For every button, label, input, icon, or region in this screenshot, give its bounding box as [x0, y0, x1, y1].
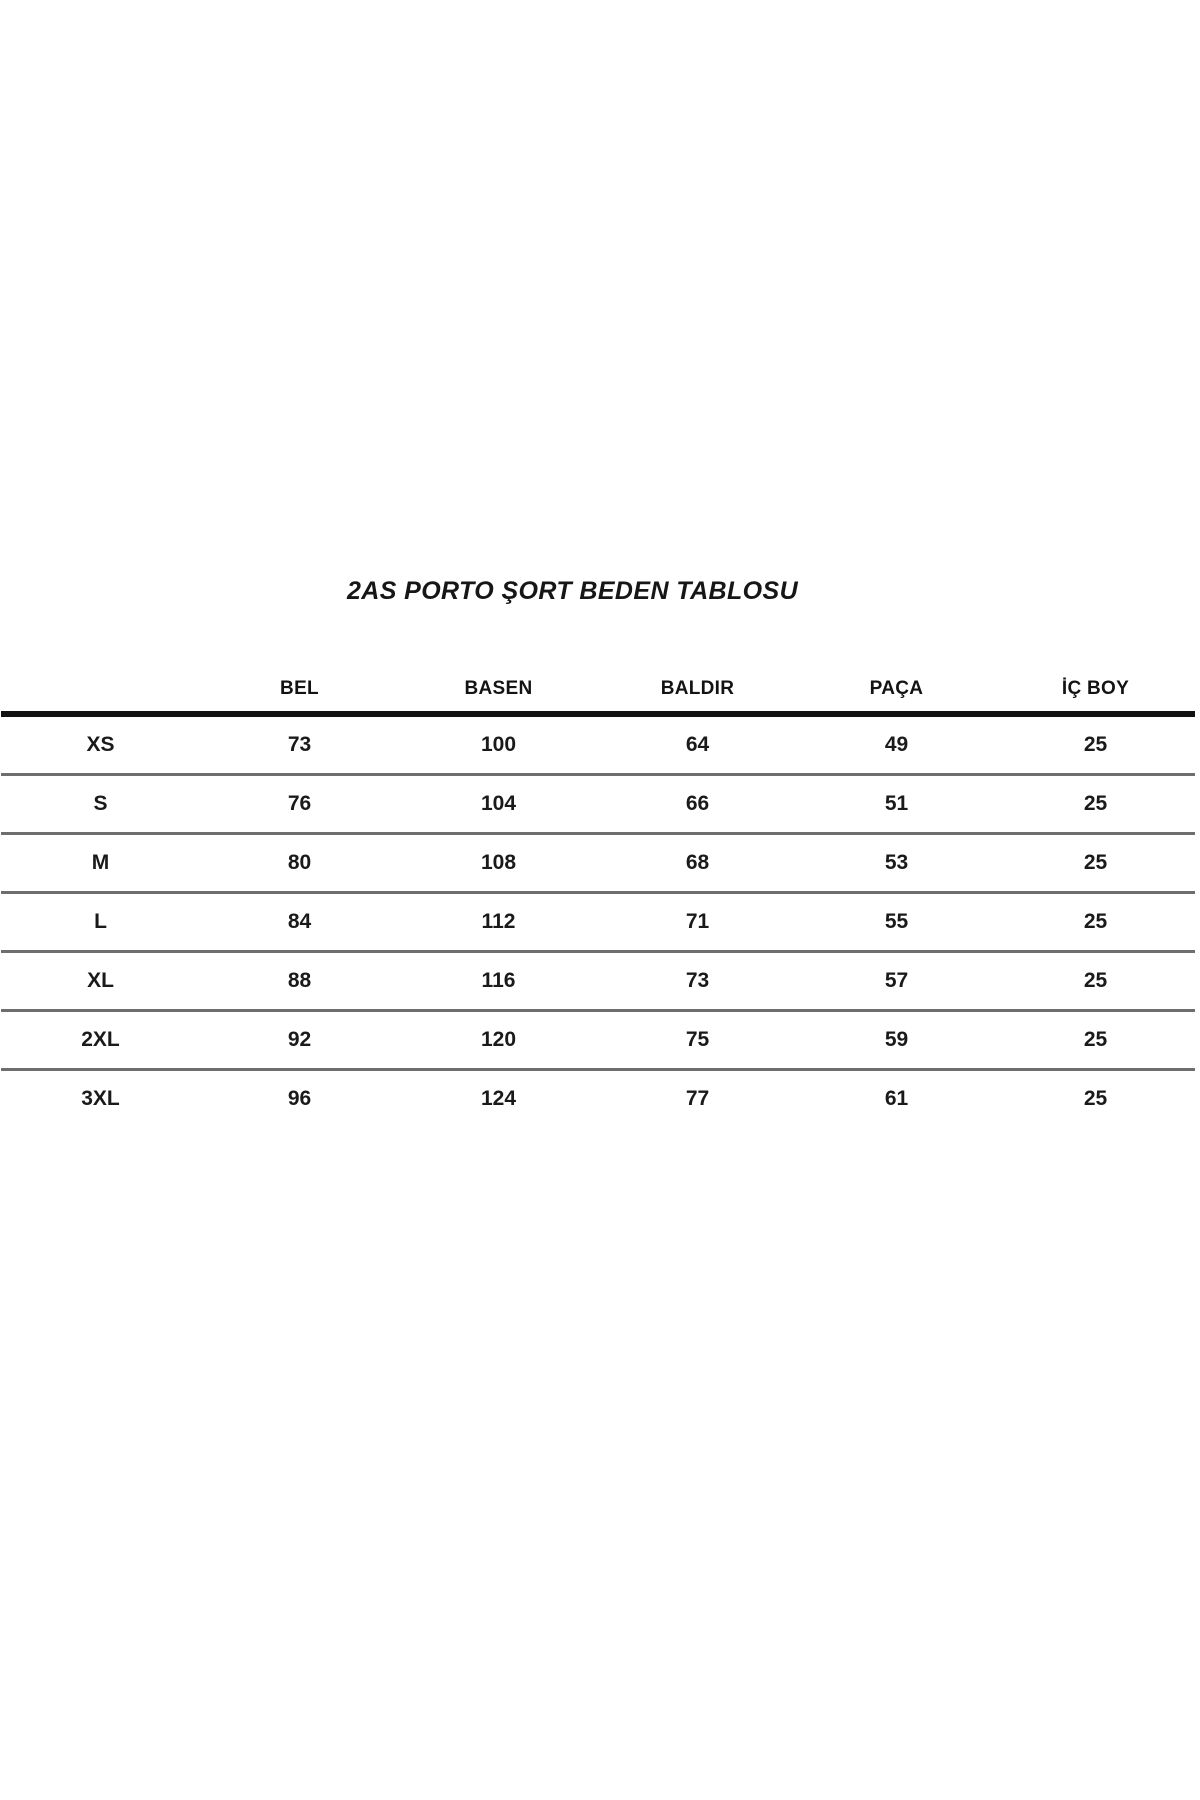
measurement-value: 53 [797, 834, 996, 893]
size-label: XS [1, 714, 200, 775]
measurement-value: 66 [598, 775, 797, 834]
measurement-value: 25 [996, 775, 1195, 834]
measurement-value: 73 [598, 952, 797, 1011]
measurement-value: 100 [399, 714, 598, 775]
header-row [1, 652, 1195, 714]
size-label: 2XL [1, 1011, 200, 1070]
measurement-value: 120 [399, 1011, 598, 1070]
page-title: 2AS PORTO ŞORT BEDEN TABLOSU [346, 577, 799, 605]
measurement-value: 75 [598, 1011, 797, 1070]
measurement-value: 124 [480, 1087, 517, 1110]
measurement-value: 59 [797, 1011, 996, 1070]
measurement-value: 108 [399, 834, 598, 893]
table-row-xl [1, 952, 1195, 1011]
measurement-value: 104 [399, 775, 598, 834]
measurement-value: 71 [598, 893, 797, 952]
measurement-value: 55 [797, 893, 996, 952]
size-label: S [1, 775, 200, 834]
size-label: 3XL [81, 1087, 120, 1110]
column-header-icboy: İÇ BOY [996, 652, 1195, 714]
column-header-size [1, 652, 200, 714]
measurement-value: 61 [884, 1087, 909, 1110]
column-header-paca: PAÇA [797, 652, 996, 714]
measurement-value: 49 [797, 714, 996, 775]
table-row-xs [1, 714, 1195, 775]
size-label: M [1, 834, 200, 893]
measurement-value: 25 [1083, 1087, 1108, 1110]
measurement-value: 116 [399, 952, 598, 1011]
table-row-2xl [1, 1011, 1195, 1070]
measurement-value: 73 [200, 714, 399, 775]
measurement-value: 112 [399, 893, 598, 952]
column-header-bel: BEL [200, 652, 399, 714]
measurement-value: 92 [200, 1011, 399, 1070]
table-row-l [1, 893, 1195, 952]
measurement-value: 25 [996, 952, 1195, 1011]
size-label: L [1, 893, 200, 952]
table-row-m [1, 834, 1195, 893]
measurement-value: 76 [200, 775, 399, 834]
measurement-value: 25 [996, 714, 1195, 775]
measurement-value: 64 [598, 714, 797, 775]
measurement-value: 51 [797, 775, 996, 834]
table-row-s [1, 775, 1195, 834]
measurement-value: 57 [797, 952, 996, 1011]
measurement-value: 68 [598, 834, 797, 893]
size-label: XL [1, 952, 200, 1011]
measurement-value: 77 [685, 1087, 710, 1110]
measurement-value: 80 [200, 834, 399, 893]
measurement-value: 25 [996, 834, 1195, 893]
measurement-value: 25 [996, 893, 1195, 952]
column-header-basen: BASEN [399, 652, 598, 714]
measurement-value: 25 [996, 1011, 1195, 1070]
column-header-baldir: BALDIR [598, 652, 797, 714]
size-table [1, 652, 1195, 1127]
measurement-value: 84 [200, 893, 399, 952]
measurement-value: 88 [200, 952, 399, 1011]
table-row-3xl [1, 1070, 1195, 1128]
measurement-value: 96 [287, 1087, 312, 1110]
